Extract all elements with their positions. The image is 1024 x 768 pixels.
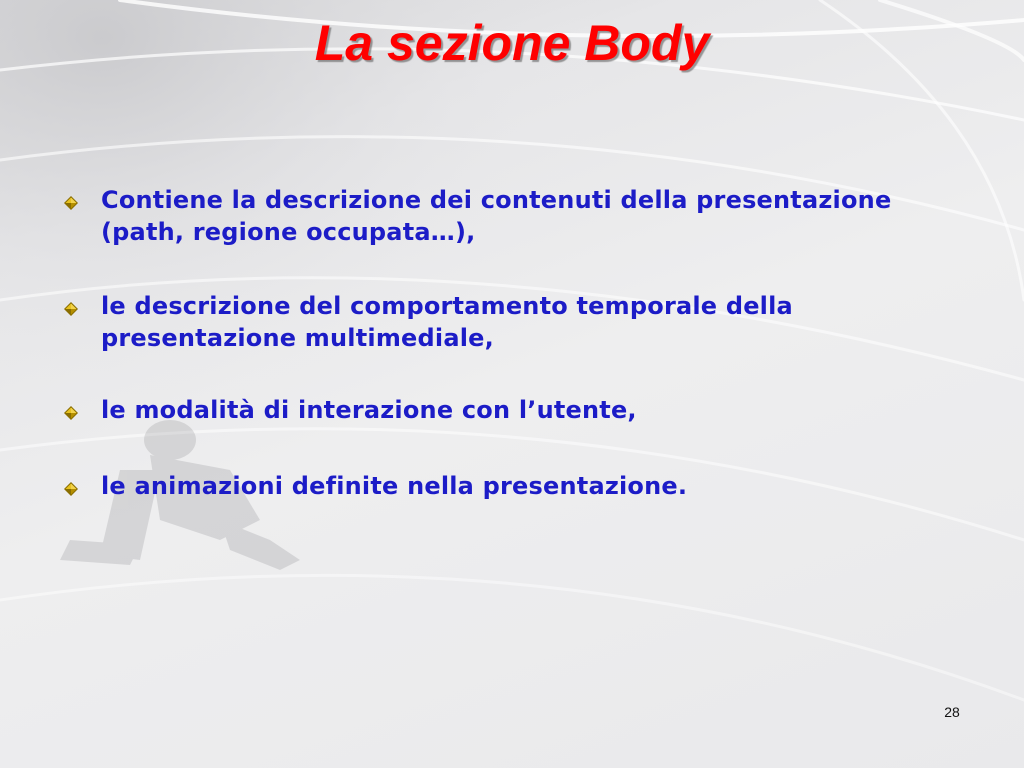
diamond-bullet-icon [64, 406, 78, 420]
diamond-bullet-icon [64, 196, 78, 210]
bullet-text: le descrizione del comportamento temporale della presentazione multimediale, [101, 292, 793, 352]
bullet-item [64, 394, 944, 426]
diamond-bullet-icon [64, 302, 78, 316]
bullet-item [64, 470, 944, 502]
bullet-item [64, 290, 944, 354]
diamond-bullet-icon [64, 482, 78, 496]
bullet-text: le animazioni definite nella presentazione. [101, 472, 688, 500]
page-number: 28 [944, 704, 960, 720]
bullet-text: le modalità di interazione con l’utente, [101, 396, 637, 424]
bullet-text: Contiene la descrizione dei contenuti della presentazione (path, regione occupata…), [101, 186, 892, 246]
bullet-item [64, 184, 944, 248]
slide-title: La sezione Body [314, 15, 710, 71]
